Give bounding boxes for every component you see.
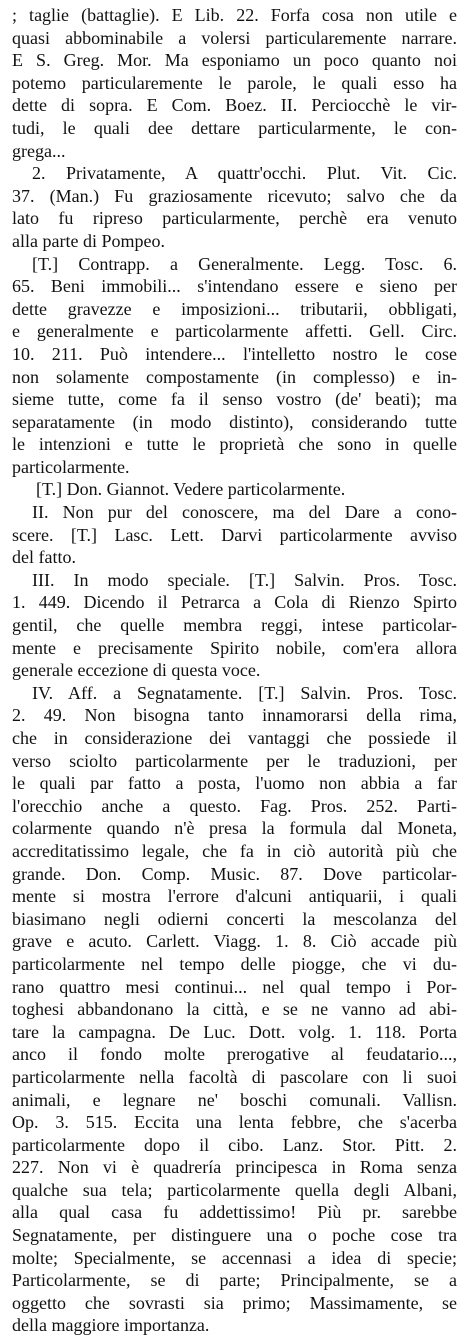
text-line: separatamente (in modo distinto), considerando tutte xyxy=(12,411,457,432)
text-line: Particolarmente, se di parte; Principalmente, se a xyxy=(12,1270,457,1291)
text-line: tare la campagna. De Luc. Dott. volg. 1. 118. Porta xyxy=(12,1021,457,1042)
text-line: scere. [T.] Lasc. Lett. Darvi particolarmente avviso xyxy=(12,524,457,545)
text-line: 2. 49. Non bisogna tanto innamorarsi della rima, xyxy=(12,705,457,726)
text-line: alla qual casa fu addettissimo! Più pr. sarebbe xyxy=(12,1202,457,1223)
text-line: accreditatissimo legale, che fa in ciò autorità più che xyxy=(12,840,457,861)
text-line: dette gravezze e imposizioni... tributarii, obbligati, xyxy=(12,298,457,319)
text-line: le intenzioni e tutte le proprietà che sono in quelle xyxy=(12,434,457,455)
text-line: mente si mostra l'errore d'alcuni antiquarii, i quali xyxy=(12,886,457,907)
text-line: E S. Greg. Mor. Ma esponiamo un poco quanto noi xyxy=(12,50,457,71)
text-line: toghesi abbandonano la città, e se ne vanno ad abi- xyxy=(12,999,457,1020)
text-line: rano quattro mesi continui... nel qual tempo i Por- xyxy=(12,976,457,997)
text-line: tudi, le quali dee dettare particularmente, le con- xyxy=(12,117,457,138)
text-line: III. In modo speciale. [T.] Salvin. Pros. Tosc. xyxy=(32,569,457,590)
text-line: qualche sua tela; particolarmente quella degli Albani, xyxy=(12,1179,457,1200)
text-line: ; taglie (battaglie). E Lib. 22. Forfa cosa non utile e xyxy=(12,5,457,25)
text-line: particolarmente nel tempo delle piogge, che vi du- xyxy=(12,953,457,974)
text-line: 227. Non vi è quadrería principesca in Roma senza xyxy=(12,1157,457,1178)
text-line: che in considerazione dei vantaggi che possiede il xyxy=(12,728,457,748)
text-line: 10. 211. Può intendere... l'intelletto nostro le cose xyxy=(12,343,457,364)
text-line: generale eccezione di questa voce. xyxy=(12,660,261,681)
text-line: grande. Don. Comp. Music. 87. Dove particolar- xyxy=(12,863,457,884)
text-line: 37. (Man.) Fu graziosamente ricevuto; salvo che da xyxy=(12,185,457,206)
text-line: IV. Aff. a Segnatamente. [T.] Salvin. Pros. Tosc. xyxy=(32,682,457,703)
text-line: verso sciolto particolarmente per le traduzioni, per xyxy=(12,750,457,771)
text-line: Op. 3. 515. Eccita una lenta febbre, che s'acerba xyxy=(12,1112,457,1133)
text-line: biasimano negli odierni concerti la mescolanza del xyxy=(12,908,457,929)
text-line: Segnatamente, per distinguere una o poche cose tra xyxy=(12,1225,457,1246)
text-line: animali, e legnare ne' boschi comunali. Vallisn. xyxy=(12,1089,457,1110)
text-line: gentil, che quelle membra reggi, intese particolar- xyxy=(12,615,457,636)
text-line: l'orecchio anche a questo. Fag. Pros. 252. Parti- xyxy=(12,795,457,816)
text-line: 1. 449. Dicendo il Petrarca a Cola di Rienzo Spirto xyxy=(12,592,457,613)
text-line: sieme tutte, come fa il senso vostro (de' beati); ma xyxy=(12,389,457,410)
text-line: particolarmente. xyxy=(12,456,130,477)
text-line: mente e precisamente Spirito nobile, com'era allora xyxy=(12,637,457,658)
text-line: della maggiore importanza. xyxy=(12,1315,210,1336)
text-line: [T.] Contrapp. a Generalmente. Legg. Tosc. 6. xyxy=(32,253,457,274)
text-line: particolarmente nella facoltà di pascolare con li suoi xyxy=(12,1066,457,1087)
text-line: II. Non pur del conoscere, ma del Dare a cono- xyxy=(32,502,457,523)
text-line: 65. Beni immobili... s'intendano essere e sieno per xyxy=(12,276,457,297)
text-line: 2. Privatamente, A quattr'occhi. Plut. Vit. Cic. xyxy=(32,163,457,184)
text-line: colarmente quando n'è presa la formula dal Moneta, xyxy=(12,818,457,839)
text-line: quasi abbominabile a volersi particularemente narrare. xyxy=(12,27,457,48)
text-line: le quali par fatto a posta, l'uomo non abbia a far xyxy=(12,773,457,794)
text-line: non solamente compostamente (in complesso) e in- xyxy=(12,366,457,387)
text-line: del fatto. xyxy=(12,547,76,568)
text-line: grave e acuto. Carlett. Viagg. 1. 8. Ciò accade più xyxy=(12,931,457,952)
text-line: [T.] Don. Giannot. Vedere particolarmente. xyxy=(36,479,346,500)
text-line: oggetto che sovrasti sia primo; Massimamente, se xyxy=(12,1292,457,1313)
text-line: e generalmente e particolarmente affetti. Gell. Circ. xyxy=(12,321,457,342)
text-line: alla parte di Pompeo. xyxy=(12,230,165,251)
text-line: lato fu ripreso particularmente, perchè era venuto xyxy=(12,208,457,229)
text-line: anco il fondo molte prerogative al feudatario..., xyxy=(12,1044,457,1065)
text-line: grega... xyxy=(12,140,66,161)
text-line: dette di sopra. E Com. Boez. II. Perciocchè le vir- xyxy=(12,95,457,116)
text-line: molte; Specialmente, se accennasi a idea di specie; xyxy=(12,1247,457,1268)
text-line: particolarmente dopo il cibo. Lanz. Stor. Pitt. 2. xyxy=(12,1134,457,1155)
text-line: potemo particularemente le parole, le quali esso ha xyxy=(12,72,457,93)
